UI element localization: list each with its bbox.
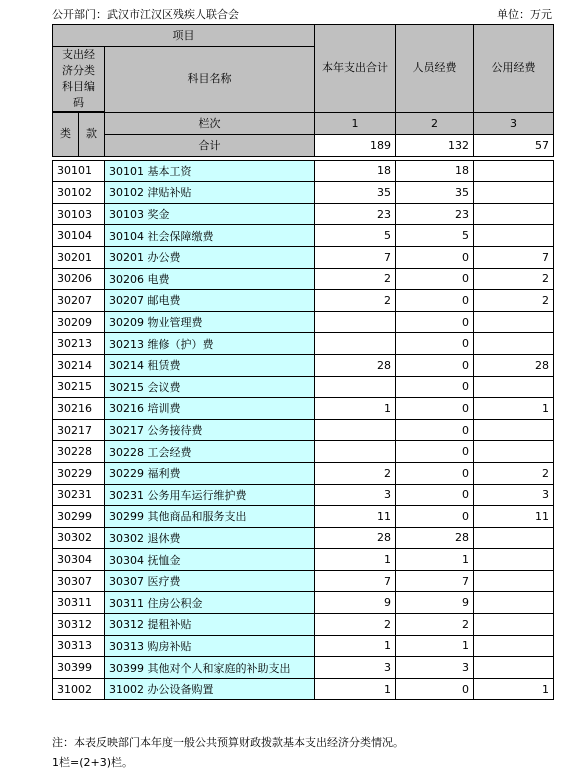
row-public: [474, 635, 554, 657]
row-personnel: 0: [396, 333, 474, 355]
row-code: 30311: [53, 592, 105, 614]
header-project: 项目: [53, 25, 315, 47]
row-total: 7: [315, 570, 396, 592]
table-row: [53, 549, 554, 571]
table-row: [53, 441, 554, 463]
col-index-1: 1: [315, 112, 396, 134]
table-row: [53, 484, 554, 506]
row-total: 9: [315, 592, 396, 614]
row-name: 30104 社会保障缴费: [105, 225, 315, 247]
table-row: [53, 290, 554, 312]
row-public: 7: [474, 246, 554, 268]
row-personnel: 0: [396, 268, 474, 290]
row-total: 7: [315, 246, 396, 268]
row-total: [315, 333, 396, 355]
table-row: [53, 354, 554, 376]
row-total: 1: [315, 678, 396, 700]
row-name: 30304 抚恤金: [105, 549, 315, 571]
row-personnel: 0: [396, 462, 474, 484]
row-code: 30213: [53, 333, 105, 355]
table-row: [53, 311, 554, 333]
table-row: [53, 225, 554, 247]
row-public: 1: [474, 398, 554, 420]
footnote-1: 注：本表反映部门本年度一般公共预算财政拨款基本支出经济分类情况。: [52, 736, 404, 749]
row-personnel: 0: [396, 354, 474, 376]
row-public: [474, 657, 554, 679]
row-code: 30299: [53, 506, 105, 528]
row-code: 30228: [53, 441, 105, 463]
col-index-2: 2: [396, 112, 474, 134]
row-personnel: 0: [396, 419, 474, 441]
row-code: 31002: [53, 678, 105, 700]
row-public: [474, 419, 554, 441]
row-name: 30207 邮电费: [105, 290, 315, 312]
sum-total: 189: [315, 134, 396, 156]
row-name: 30399 其他对个人和家庭的补助支出: [105, 657, 315, 679]
row-total: 5: [315, 225, 396, 247]
row-name: 30231 公务用车运行维护费: [105, 484, 315, 506]
table-row: [53, 333, 554, 355]
row-name: 30206 电费: [105, 268, 315, 290]
row-code: 30104: [53, 225, 105, 247]
row-name: 30307 医疗费: [105, 570, 315, 592]
table-row: [53, 570, 554, 592]
row-total: 2: [315, 614, 396, 636]
table-row: [53, 592, 554, 614]
row-public: 1: [474, 678, 554, 700]
row-total: 11: [315, 506, 396, 528]
row-total: 28: [315, 527, 396, 549]
row-public: [474, 527, 554, 549]
row-total: 2: [315, 268, 396, 290]
row-personnel: 0: [396, 506, 474, 528]
row-code: 30102: [53, 182, 105, 204]
row-name: 30216 培训费: [105, 398, 315, 420]
row-personnel: 5: [396, 225, 474, 247]
row-name: 31002 办公设备购置: [105, 678, 315, 700]
row-personnel: 1: [396, 635, 474, 657]
table-row: [53, 657, 554, 679]
row-code: 30215: [53, 376, 105, 398]
row-public: 11: [474, 506, 554, 528]
header-kuan: 款: [79, 112, 105, 156]
row-public: [474, 441, 554, 463]
row-code: 30229: [53, 462, 105, 484]
row-public: [474, 592, 554, 614]
row-personnel: 28: [396, 527, 474, 549]
row-personnel: 0: [396, 441, 474, 463]
row-code: 30399: [53, 657, 105, 679]
row-total: 23: [315, 203, 396, 225]
row-name: 30302 退休费: [105, 527, 315, 549]
row-code: 30312: [53, 614, 105, 636]
row-personnel: 0: [396, 678, 474, 700]
row-personnel: 3: [396, 657, 474, 679]
header-total: 本年支出合计: [315, 25, 396, 113]
row-total: 2: [315, 462, 396, 484]
row-code: 30313: [53, 635, 105, 657]
row-name: 30201 办公费: [105, 246, 315, 268]
row-name: 30215 会议费: [105, 376, 315, 398]
row-name: 30217 公务接待费: [105, 419, 315, 441]
row-name: 30101 基本工资: [105, 160, 315, 182]
department-label: 公开部门：武汉市江汉区残疾人联合会: [52, 8, 239, 21]
header-lanci: 栏次: [105, 112, 315, 134]
row-code: 30307: [53, 570, 105, 592]
sum-public: 57: [474, 134, 554, 156]
row-code: 30101: [53, 160, 105, 182]
table-body: [53, 160, 554, 700]
row-total: [315, 376, 396, 398]
row-code: 30214: [53, 354, 105, 376]
row-name: 30299 其他商品和服务支出: [105, 506, 315, 528]
expenditure-table: [52, 24, 554, 700]
row-personnel: 18: [396, 160, 474, 182]
row-total: 3: [315, 484, 396, 506]
table-row: [53, 462, 554, 484]
row-personnel: 0: [396, 311, 474, 333]
table-row: [53, 203, 554, 225]
table-row: [53, 160, 554, 182]
row-total: 2: [315, 290, 396, 312]
row-name: 30103 奖金: [105, 203, 315, 225]
row-personnel: 0: [396, 376, 474, 398]
row-total: 18: [315, 160, 396, 182]
row-personnel: 0: [396, 484, 474, 506]
row-total: 1: [315, 398, 396, 420]
header-personnel: 人员经费: [396, 25, 474, 113]
row-total: [315, 311, 396, 333]
table-row: [53, 182, 554, 204]
header-sum: 合计: [105, 134, 315, 156]
row-personnel: 1: [396, 549, 474, 571]
header-name: 科目名称: [105, 46, 315, 112]
sum-personnel: 132: [396, 134, 474, 156]
row-public: [474, 203, 554, 225]
row-code: 30201: [53, 246, 105, 268]
row-code: 30304: [53, 549, 105, 571]
row-public: [474, 549, 554, 571]
row-personnel: 7: [396, 570, 474, 592]
row-public: 2: [474, 290, 554, 312]
row-total: 1: [315, 635, 396, 657]
row-personnel: 23: [396, 203, 474, 225]
header-lei: 类: [53, 112, 79, 156]
row-code: 30103: [53, 203, 105, 225]
row-name: 30228 工会经费: [105, 441, 315, 463]
row-public: 2: [474, 268, 554, 290]
row-total: [315, 419, 396, 441]
row-public: [474, 225, 554, 247]
row-code: 30206: [53, 268, 105, 290]
row-name: 30214 租赁费: [105, 354, 315, 376]
header-public: 公用经费: [474, 25, 554, 113]
row-public: 2: [474, 462, 554, 484]
table-row: [53, 246, 554, 268]
table-row: [53, 527, 554, 549]
row-public: [474, 311, 554, 333]
table-row: [53, 398, 554, 420]
row-public: [474, 160, 554, 182]
row-personnel: 35: [396, 182, 474, 204]
row-public: 3: [474, 484, 554, 506]
unit-label: 单位：万元: [497, 8, 552, 21]
row-code: 30207: [53, 290, 105, 312]
col-index-3: 3: [474, 112, 554, 134]
row-code: 30209: [53, 311, 105, 333]
row-code: 30302: [53, 527, 105, 549]
row-personnel: 9: [396, 592, 474, 614]
row-public: [474, 182, 554, 204]
row-total: 28: [315, 354, 396, 376]
table-row: [53, 376, 554, 398]
footnote-2: 1栏=(2+3)栏。: [52, 756, 134, 769]
row-personnel: 0: [396, 246, 474, 268]
row-personnel: 2: [396, 614, 474, 636]
row-name: 30312 提租补贴: [105, 614, 315, 636]
row-code: 30231: [53, 484, 105, 506]
row-public: 28: [474, 354, 554, 376]
row-name: 30209 物业管理费: [105, 311, 315, 333]
table-row: [53, 506, 554, 528]
row-personnel: 0: [396, 290, 474, 312]
row-name: 30229 福利费: [105, 462, 315, 484]
row-public: [474, 614, 554, 636]
row-total: [315, 441, 396, 463]
row-name: 30213 维修（护）费: [105, 333, 315, 355]
header-code: 支出经济分类科目编码: [53, 46, 105, 111]
row-personnel: 0: [396, 398, 474, 420]
row-public: [474, 570, 554, 592]
table-row: [53, 635, 554, 657]
report-header: [52, 6, 552, 22]
table-row: [53, 678, 554, 700]
row-name: 30313 购房补贴: [105, 635, 315, 657]
table-row: [53, 268, 554, 290]
row-public: [474, 376, 554, 398]
row-total: 1: [315, 549, 396, 571]
row-total: 35: [315, 182, 396, 204]
row-public: [474, 333, 554, 355]
table-row: [53, 614, 554, 636]
row-name: 30311 住房公积金: [105, 592, 315, 614]
table-row: [53, 419, 554, 441]
row-code: 30217: [53, 419, 105, 441]
row-code: 30216: [53, 398, 105, 420]
row-total: 3: [315, 657, 396, 679]
row-name: 30102 津贴补贴: [105, 182, 315, 204]
